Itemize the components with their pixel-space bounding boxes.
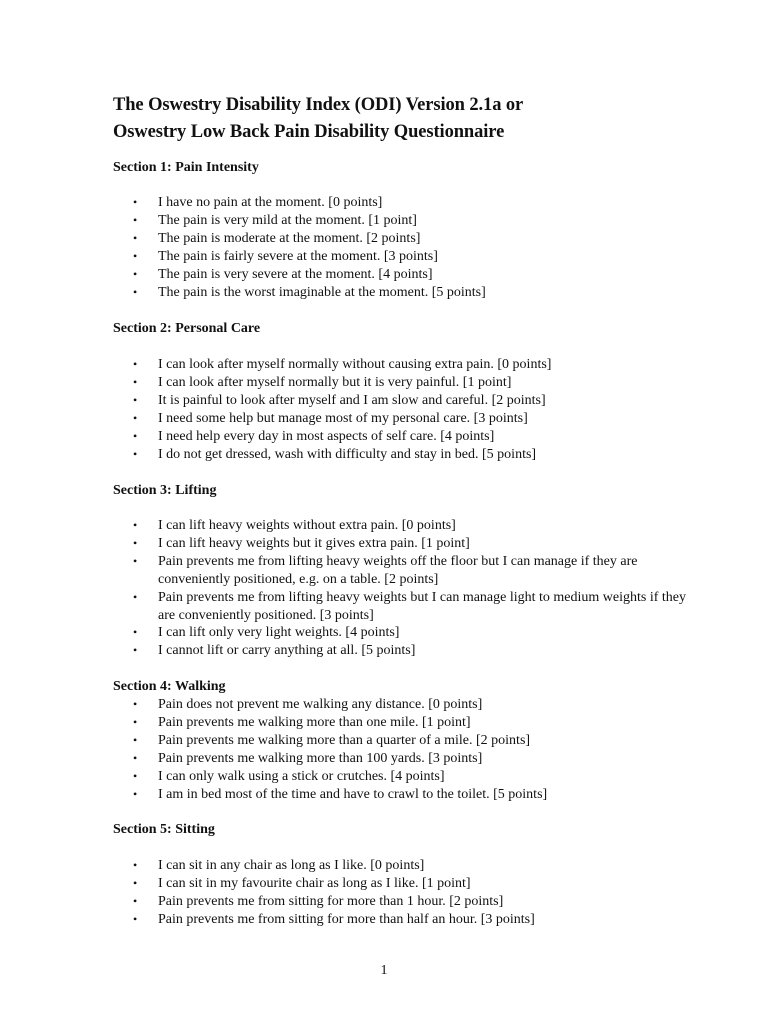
- list-item: • I can look after myself normally without causing extra pain. [0 points]: [133, 357, 552, 372]
- list-item: • The pain is very mild at the moment. [1 point]: [133, 212, 417, 228]
- bullet-icon: •: [133, 212, 138, 227]
- bullet-icon: •: [133, 750, 138, 765]
- section-1-list: [131, 194, 691, 301]
- section-5-heading: Section 5: Sitting: [113, 822, 215, 837]
- list-item: • The pain is moderate at the moment. [2 points]: [133, 230, 421, 246]
- bullet-icon: •: [133, 786, 138, 801]
- bullet-icon: •: [133, 589, 138, 604]
- bullet-icon: •: [133, 875, 138, 890]
- list-item: • I can only walk using a stick or crutches. [4 points]: [133, 768, 445, 784]
- section-2-list: [131, 356, 691, 463]
- list-item: • I can sit in any chair as long as I like. [0 points]: [133, 858, 425, 873]
- list-item: • Pain prevents me walking more than 100 yards. [3 points]: [133, 750, 483, 766]
- bullet-icon: •: [133, 697, 138, 711]
- page-number: 1: [380, 963, 388, 978]
- list-item: • Pain prevents me walking more than a quarter of a mile. [2 points]: [133, 732, 531, 748]
- bullet-icon: •: [133, 553, 138, 568]
- title-line-1: The Oswestry Disability Index (ODI) Version 2.1a or: [113, 95, 524, 115]
- section-2-heading: Section 2: Personal Care: [113, 321, 261, 336]
- section-4-heading: Section 4: Walking: [113, 679, 226, 694]
- bullet-icon: •: [133, 195, 138, 209]
- bullet-icon: •: [133, 357, 138, 371]
- section-3-heading: Section 3: Lifting: [113, 483, 217, 498]
- list-item: • I do not get dressed, wash with difficulty and stay in bed. [5 points]: [133, 446, 537, 462]
- bullet-icon: •: [133, 374, 138, 389]
- list-item: • I can lift heavy weights without extra pain. [0 points]: [133, 518, 456, 533]
- list-item: • I cannot lift or carry anything at all. [5 points]: [133, 643, 416, 659]
- bullet-icon: •: [133, 911, 138, 926]
- bullet-icon: •: [133, 230, 138, 245]
- list-item: • The pain is fairly severe at the moment. [3 points]: [133, 248, 438, 264]
- bullet-icon: •: [133, 535, 138, 550]
- bullet-icon: •: [133, 266, 138, 281]
- list-item: • I need help every day in most aspects of self care. [4 points]: [133, 428, 495, 444]
- list-item: • I have no pain at the moment. [0 points]: [133, 195, 383, 210]
- list-item: • I can sit in my favourite chair as long as I like. [1 point]: [133, 875, 471, 891]
- list-item: • I can lift heavy weights but it gives extra pain. [1 point]: [133, 535, 470, 551]
- list-item: • I can lift only very light weights. [4 points]: [133, 625, 400, 641]
- list-item: • Pain prevents me from sitting for more than half an hour. [3 points]: [133, 911, 535, 927]
- bullet-icon: •: [133, 643, 138, 658]
- bullet-icon: •: [133, 518, 138, 532]
- bullet-icon: •: [133, 858, 138, 872]
- bullet-icon: •: [133, 625, 138, 640]
- list-item: • The pain is the worst imaginable at the moment. [5 points]: [133, 284, 486, 300]
- list-item: • I need some help but manage most of my personal care. [3 points]: [133, 410, 528, 426]
- list-item: • I can look after myself normally but it is very painful. [1 point]: [133, 374, 512, 390]
- list-item: • Pain prevents me from sitting for more than 1 hour. [2 points]: [133, 893, 504, 909]
- bullet-icon: •: [133, 248, 138, 263]
- list-item: • It is painful to look after myself and I am slow and careful. [2 points]: [133, 392, 546, 408]
- bullet-icon: •: [133, 428, 138, 443]
- list-item: • Pain prevents me from lifting heavy weights but I can manage light to medium weights if they are conveniently positioned. [3 points]: [133, 589, 686, 623]
- section-5-list: [131, 857, 691, 929]
- bullet-icon: •: [133, 893, 138, 908]
- title-line-2: Oswestry Low Back Pain Disability Questionnaire: [113, 122, 505, 142]
- document-title: [113, 92, 733, 146]
- section-4-list: [131, 696, 691, 803]
- list-item: • I am in bed most of the time and have to crawl to the toilet. [5 points]: [133, 786, 548, 802]
- bullet-icon: •: [133, 714, 138, 729]
- list-item: • Pain prevents me walking more than one mile. [1 point]: [133, 714, 471, 730]
- list-item: • Pain does not prevent me walking any distance. [0 points]: [133, 697, 483, 712]
- bullet-icon: •: [133, 446, 138, 461]
- section-1-heading: Section 1: Pain Intensity: [113, 160, 259, 175]
- bullet-icon: •: [133, 284, 138, 299]
- bullet-icon: •: [133, 768, 138, 783]
- bullet-icon: •: [133, 732, 138, 747]
- list-item: • The pain is very severe at the moment. [4 points]: [133, 266, 433, 282]
- bullet-icon: •: [133, 392, 138, 407]
- bullet-icon: •: [133, 410, 138, 425]
- list-item: • Pain prevents me from lifting heavy weights off the floor but I can manage if they are conveniently positioned, e.g. on a table. [2 points]: [133, 553, 638, 587]
- section-3-list: [131, 517, 691, 660]
